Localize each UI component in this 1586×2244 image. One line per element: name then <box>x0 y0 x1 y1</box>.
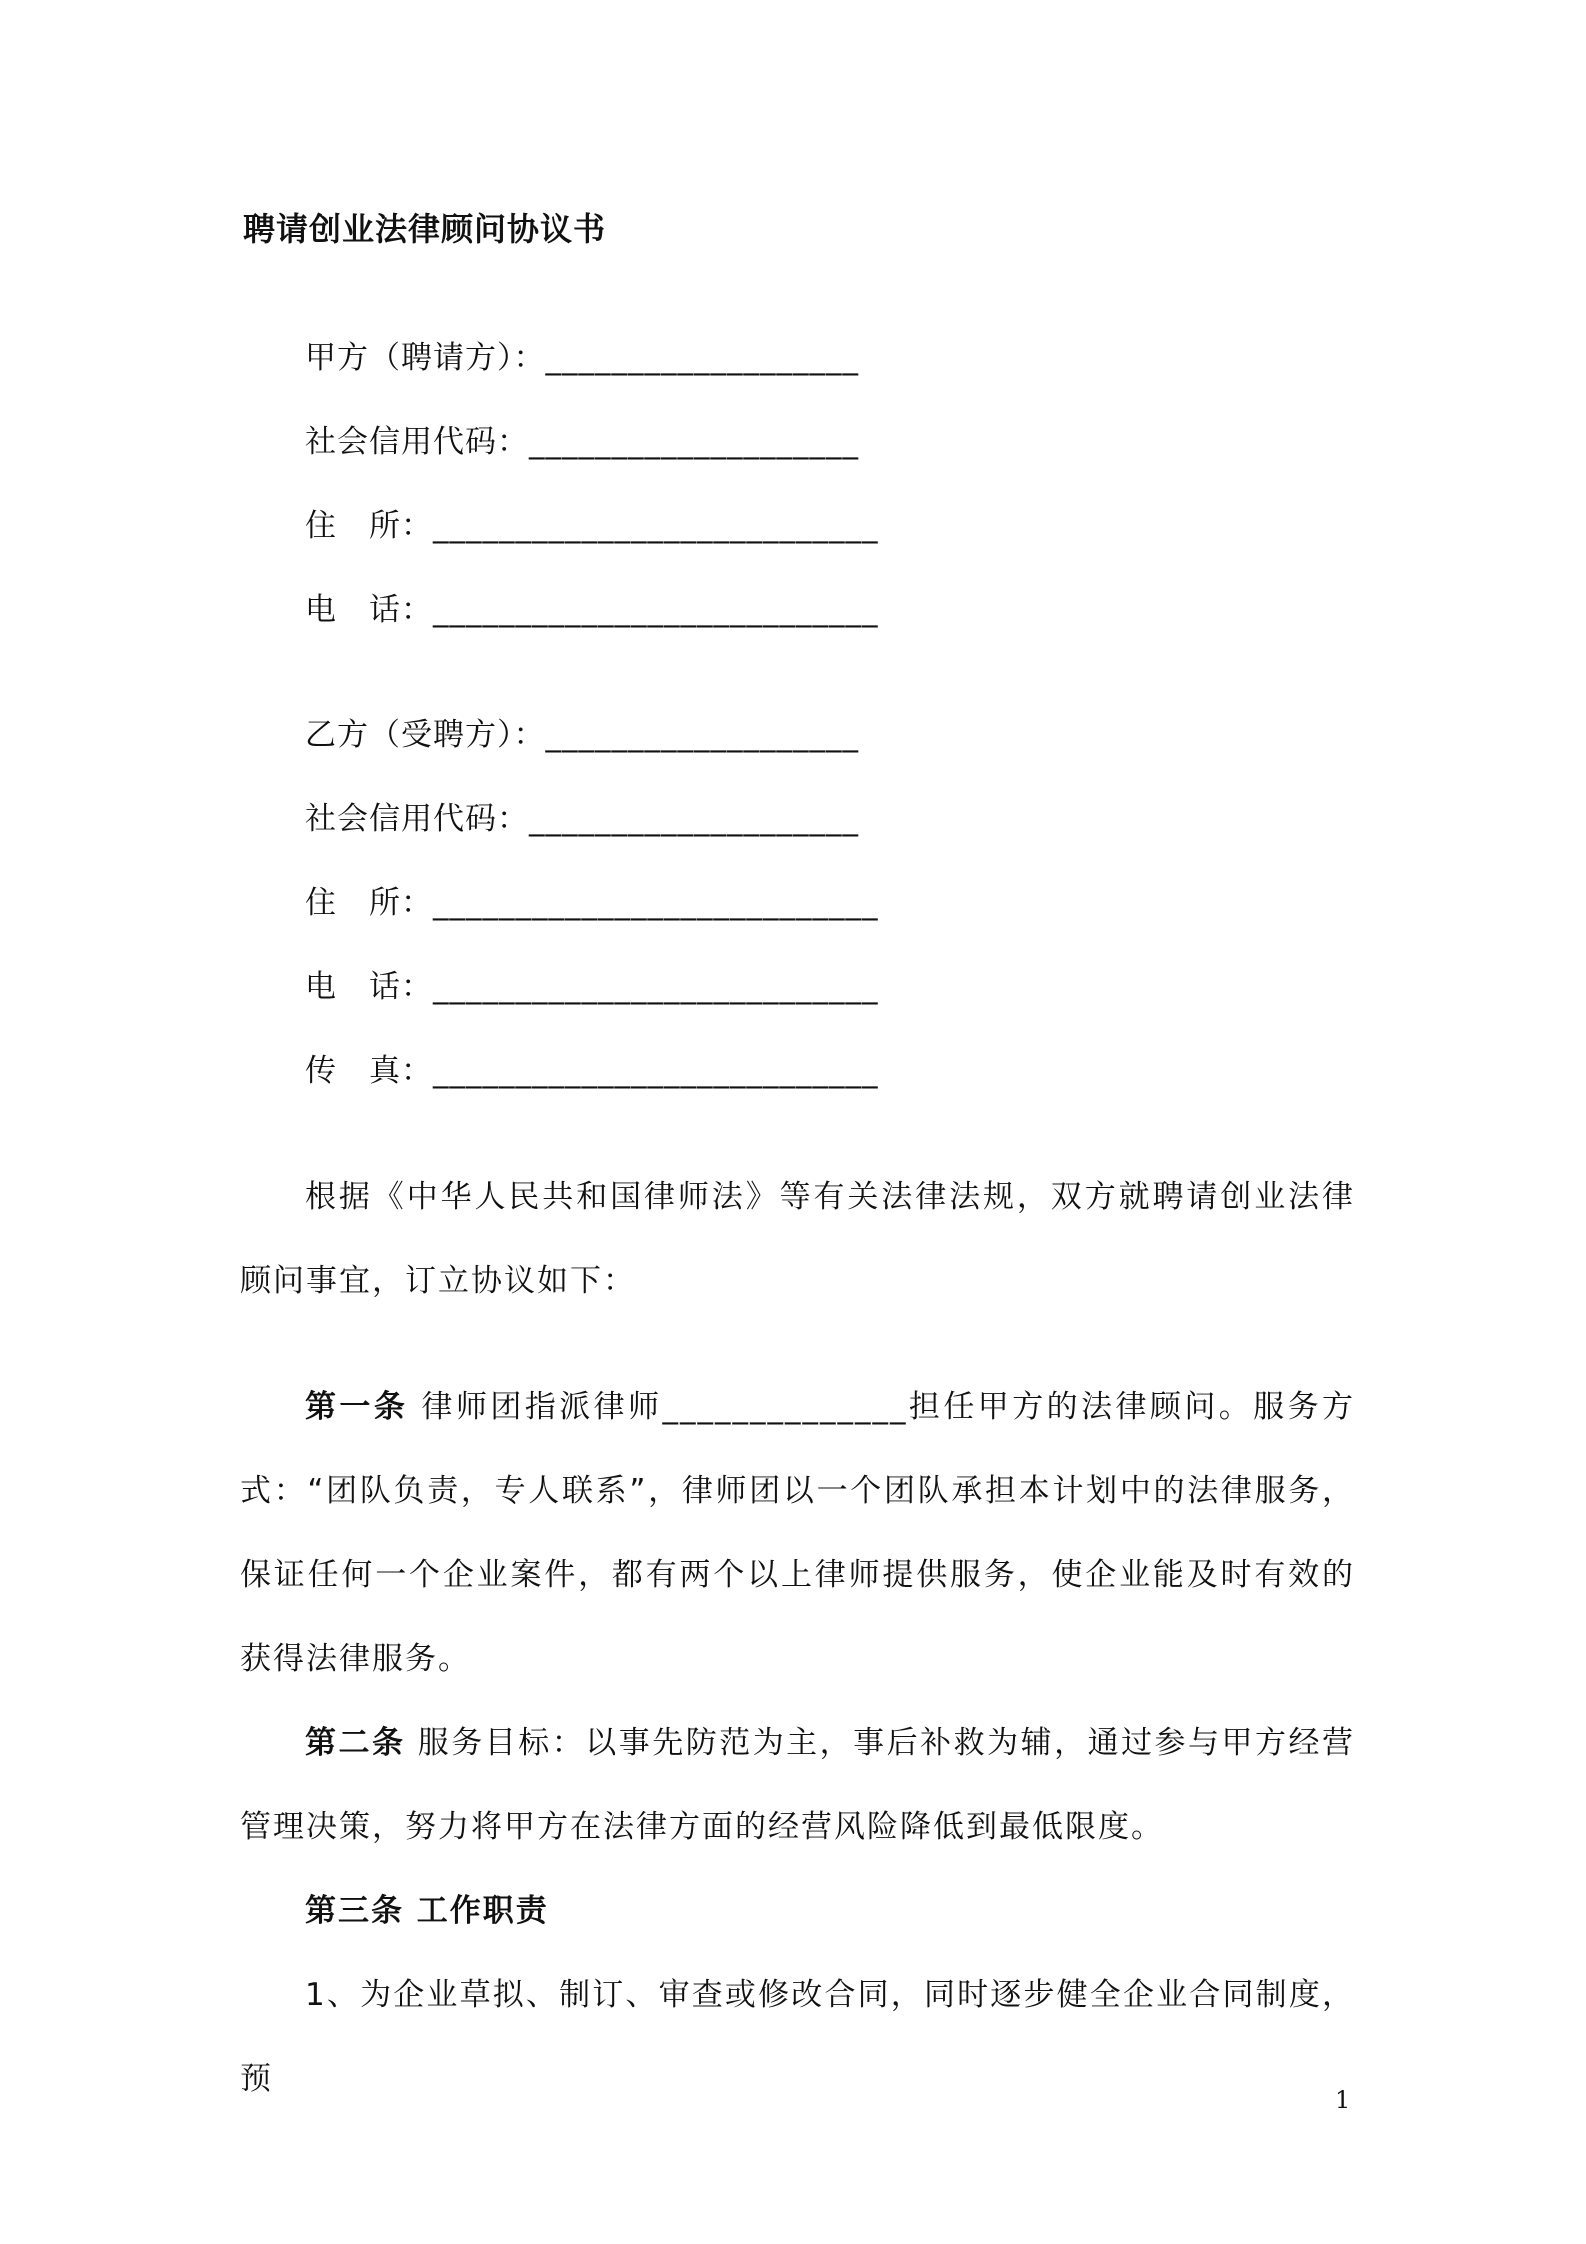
party-a-address: 住 所：___________________________ <box>305 508 879 544</box>
article-2-text: 服务目标：以事先防范为主，事后补救为辅，通过参与甲方经营管理决策，努力将甲方在法律方面的经营风险降低到最低限度。 <box>240 1725 1355 1845</box>
article-2 <box>240 1701 1355 1869</box>
preamble: 根据《中华人民共和国律师法》等有关法律法规，双方就聘请创业法律顾问事宜，订立协议如下： <box>240 1179 1355 1299</box>
party-a-credit-code: 社会信用代码：____________________ <box>305 424 859 460</box>
document-title: 聘请创业法律顾问协议书 <box>243 210 607 248</box>
party-b-label: 乙方（受聘方）：___________________ <box>305 717 859 753</box>
article-2-heading: 第二条 <box>305 1725 406 1761</box>
party-a-phone: 电 话：___________________________ <box>305 592 879 628</box>
party-b-address: 住 所：___________________________ <box>305 885 879 921</box>
clause-1: 1、为企业草拟、制订、审查或修改合同，同时逐步健全企业合同制度，预 <box>240 1977 1355 2097</box>
article-1 <box>240 1365 1355 1701</box>
article-1-text: 律师团指派律师______________担任甲方的法律顾问。服务方式：“团队负责，专人联系”，律师团以一个团队承担本计划中的法律服务，保证任何一个企业案件，都有两个以上律师提供服务，使企业能及时有效的获得法律服务。 <box>240 1389 1356 1677</box>
party-b-fax: 传 真：___________________________ <box>305 1053 879 1089</box>
page-number: 1 <box>1335 2086 1351 2114</box>
article-3-text: 工作职责 <box>404 1893 549 1929</box>
article-1-heading: 第一条 <box>305 1389 409 1425</box>
party-b-phone: 电 话：___________________________ <box>305 969 879 1005</box>
article-3-heading: 第三条 <box>305 1893 404 1929</box>
party-a-label: 甲方（聘请方）：___________________ <box>305 340 859 376</box>
article-3 <box>240 1869 1355 1953</box>
party-b-credit-code: 社会信用代码：____________________ <box>305 801 859 837</box>
